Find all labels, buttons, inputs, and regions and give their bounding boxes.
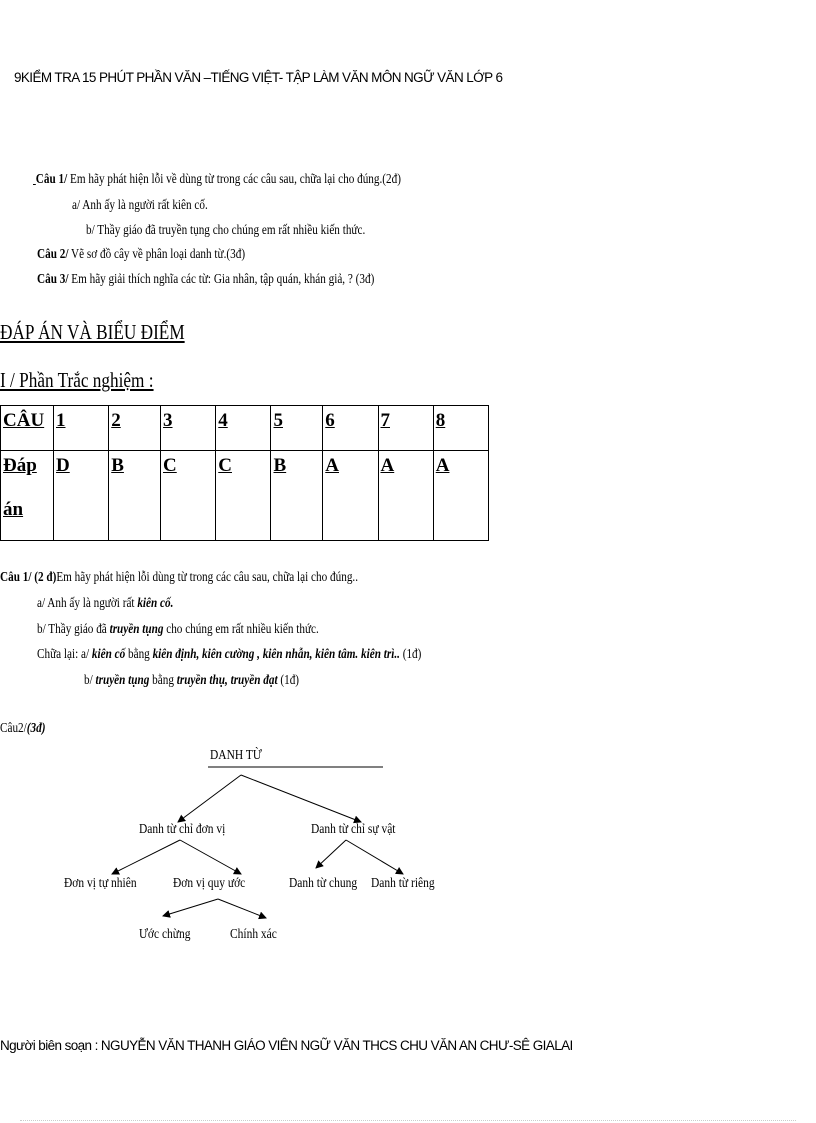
edge-left-ll: [112, 840, 180, 874]
tree-root: DANH TỪ: [210, 748, 262, 763]
question-1-b: b/ Thầy giáo đã truyền tụng cho chúng em rất nhiều kiến thức.: [86, 223, 366, 238]
edge-root-right: [241, 775, 361, 822]
answer-1-b: b/ Thầy giáo đã truyền tụng cho chúng em rất nhiều kiến thức.: [37, 622, 319, 637]
question-3: Câu 3/ Em hãy giải thích nghĩa các từ: Gia nhân, tập quán, khán giả, ? (3đ): [37, 272, 375, 287]
edge-lr-lrr: [218, 899, 266, 918]
table-cell: CÂU: [1, 406, 54, 451]
edge-left-lr: [180, 840, 241, 874]
document-title: 9KIỂM TRA 15 PHÚT PHẦN VĂN –TIẾNG VIỆT- TẬP LÀM VĂN MÔN NGỮ VĂN LỚP 6: [14, 70, 503, 85]
table-cell: C: [161, 451, 216, 541]
table-cell: A: [433, 451, 488, 541]
question-1-a: a/ Anh ấy là người rất kiên cố.: [72, 198, 208, 213]
table-cell: 4: [216, 406, 271, 451]
table-cell: 6: [323, 406, 378, 451]
tree-right-right: Danh từ riêng: [371, 876, 435, 891]
table-cell: 7: [378, 406, 433, 451]
table-cell: B: [271, 451, 323, 541]
tree-leaf-estimate: Ước chừng: [139, 927, 191, 942]
table-cell: Đáp án: [1, 451, 54, 541]
question-1: Câu 1/ Em hãy phát hiện lỗi về dùng từ trong các câu sau, chữa lại cho đúng.(2đ): [35, 172, 401, 187]
answer-1-a: a/ Anh ấy là người rất kiên cố.: [37, 596, 174, 611]
tree-left-right: Đơn vị quy ước: [173, 876, 246, 891]
edge-root-left: [178, 775, 241, 822]
table-cell: D: [54, 451, 109, 541]
edge-right-rr: [346, 840, 403, 874]
table-row: [1, 451, 489, 541]
tree-right: Danh từ chỉ sự vật: [311, 822, 396, 837]
noun-tree-diagram: [0, 740, 500, 950]
table-cell: 2: [109, 406, 161, 451]
answer-1-fix-a: Chữa lại: a/ kiên cố bằng kiên định, kiên cường , kiên nhẫn, kiên tâm. kiên trì.. (1đ): [37, 647, 422, 662]
tree-left-left: Đơn vị tự nhiên: [64, 876, 137, 891]
tree-leaf-exact: Chính xác: [230, 927, 277, 942]
section-multiple-choice: I / Phần Trắc nghiệm :: [0, 368, 154, 392]
author-credit: Người biên soạn : NGUYỄN VĂN THANH GIÁO VIÊN NGỮ VĂN THCS CHU VĂN AN CHƯ-SÊ GIALAI: [0, 1038, 573, 1053]
table-cell: 8: [433, 406, 488, 451]
answer-heading: ĐÁP ÁN VÀ BIỂU ĐIỂM: [0, 320, 185, 344]
answer-1-fix-b: b/ truyền tụng bằng truyền thụ, truyền đạt (1đ): [84, 673, 300, 688]
answer-table: [0, 405, 489, 541]
answer-1: Câu 1/ (2 đ)Em hãy phát hiện lỗi dùng từ trong các câu sau, chữa lại cho đúng..: [0, 570, 359, 585]
answer-2: Câu2/(3đ): [0, 721, 46, 736]
table-cell: 3: [161, 406, 216, 451]
page-bottom-divider: [20, 1120, 796, 1121]
tree-right-left: Danh từ chung: [289, 876, 358, 891]
edge-right-rl: [316, 840, 346, 868]
question-2: Câu 2/ Vẽ sơ đồ cây về phân loại danh từ.(3đ): [37, 247, 246, 262]
table-row: [1, 406, 489, 451]
table-cell: A: [378, 451, 433, 541]
table-cell: A: [323, 451, 378, 541]
table-cell: 1: [54, 406, 109, 451]
edge-lr-lrl: [163, 899, 218, 916]
table-cell: C: [216, 451, 271, 541]
table-cell: B: [109, 451, 161, 541]
tree-left: Danh từ chỉ đơn vị: [139, 822, 226, 837]
table-cell: 5: [271, 406, 323, 451]
